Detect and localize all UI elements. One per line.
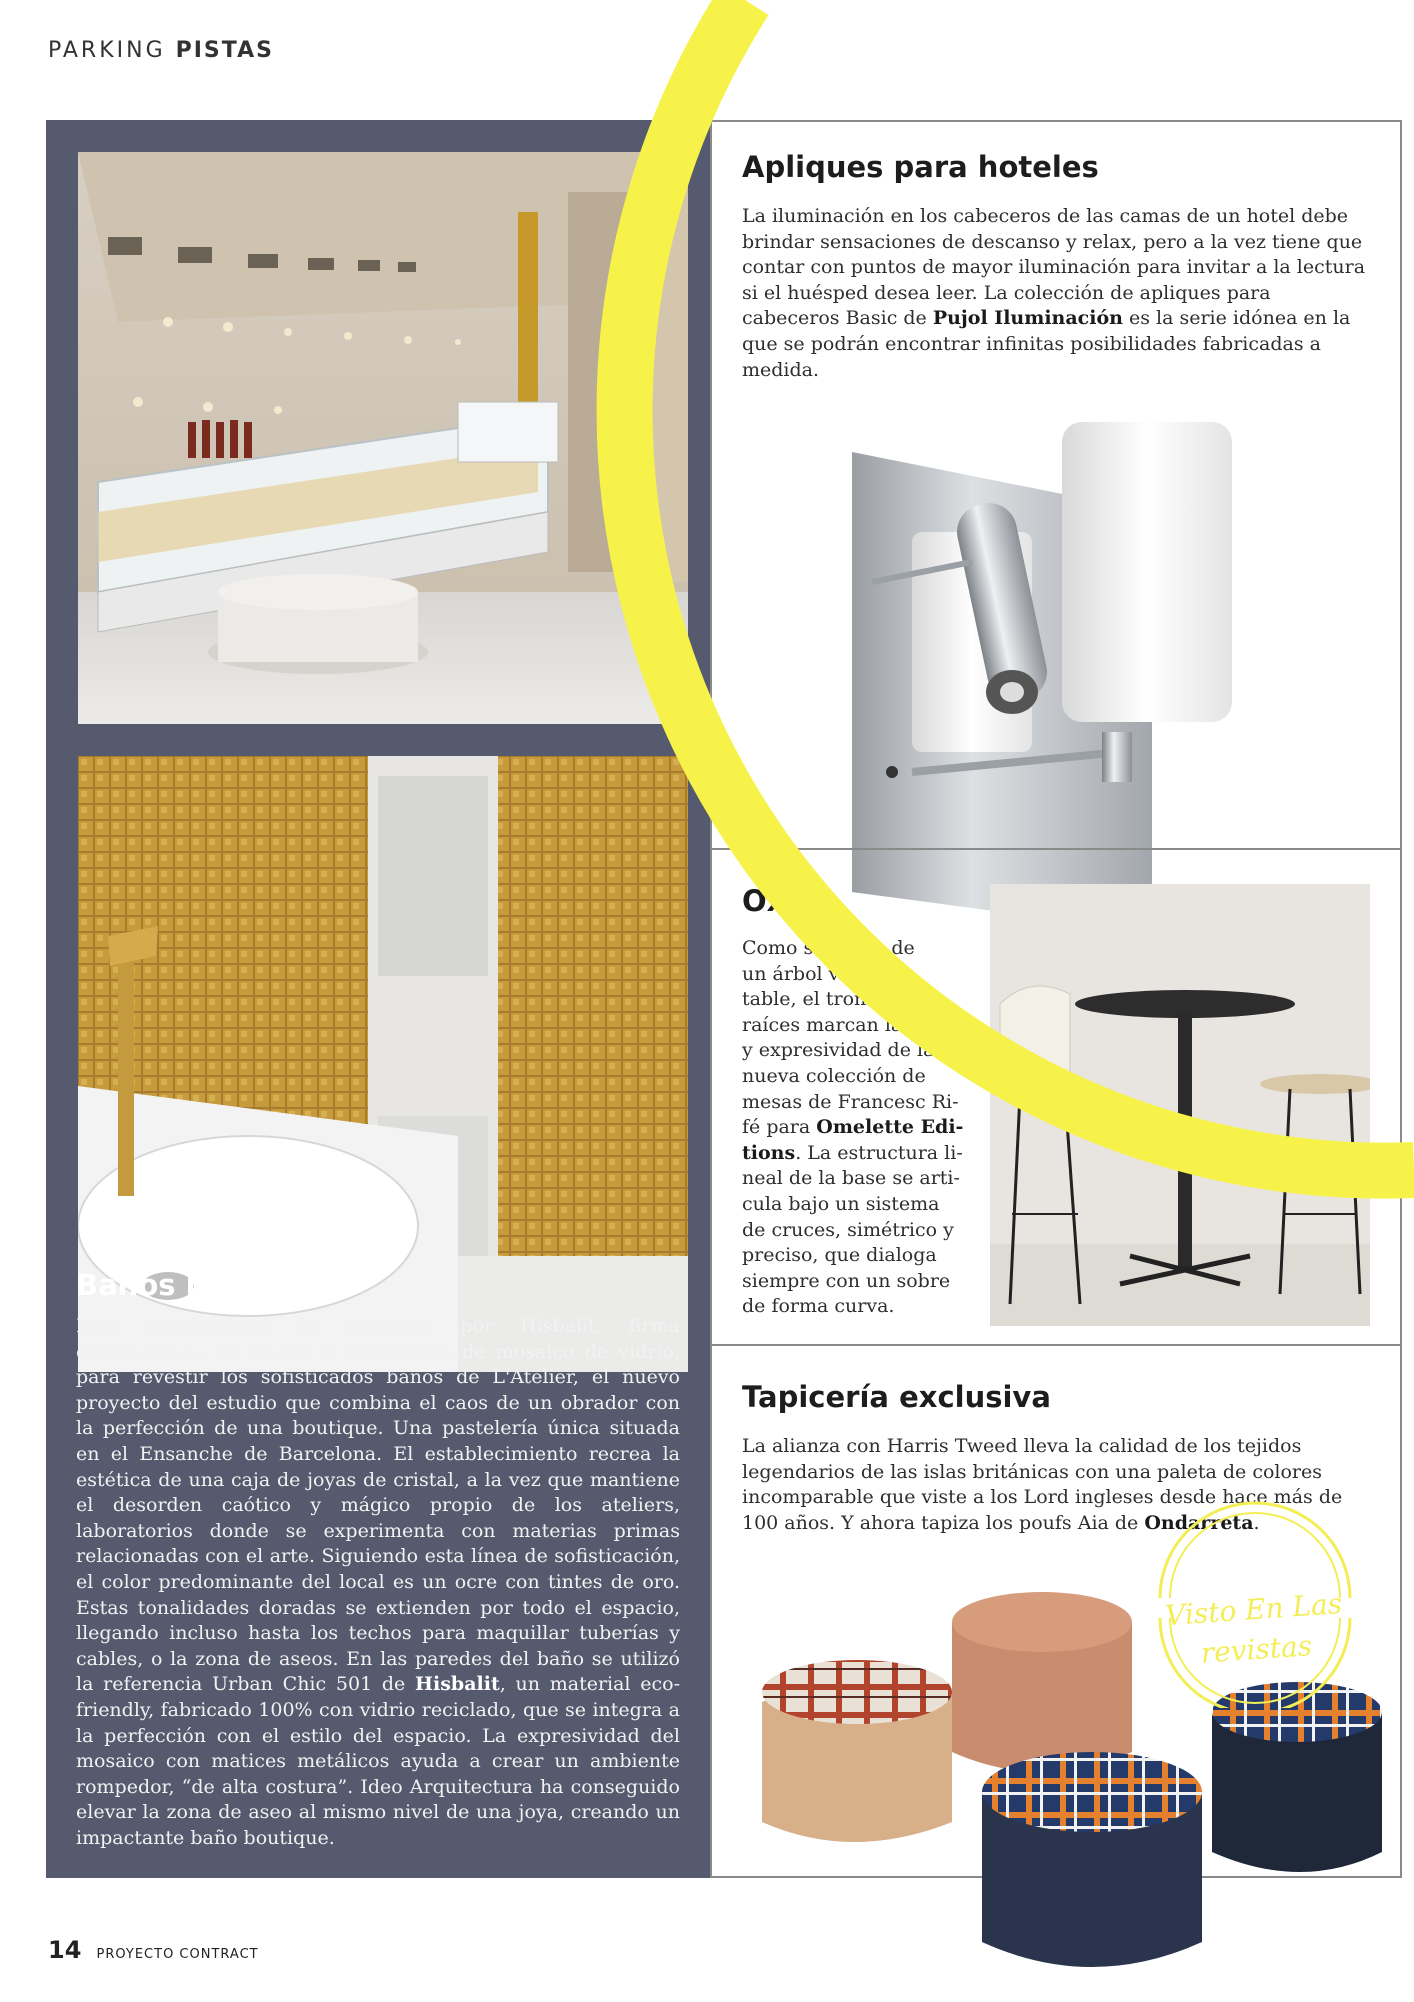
oxo-title: Ox (742, 884, 786, 918)
oxo-line: siempre con un sobre (742, 1269, 951, 1292)
oxo-line: de forma curva. (742, 1295, 895, 1318)
section-label: PARKING (48, 38, 166, 63)
stamp-line: Visto En Las (1164, 1586, 1344, 1633)
oxo-line: de cruces, simétrico y (742, 1218, 954, 1241)
oxo-line: nueva colección de (742, 1064, 926, 1087)
oxo-line: fé para (742, 1116, 817, 1139)
pastry-shop-photo (78, 152, 688, 724)
brand-omelette: tions (742, 1141, 796, 1164)
apliques-title: Apliques para hoteles (742, 150, 1099, 184)
banos-boutique-body (76, 1314, 680, 1851)
oxo-line: un árbol vig (742, 962, 858, 985)
oxo-line: raíces marcan la v (742, 1013, 920, 1036)
oxo-line: de (891, 937, 915, 959)
page-number: 14 (48, 1936, 82, 1964)
wall-lamp-photo (852, 392, 1292, 932)
body-text: . (1253, 1511, 1260, 1534)
subsection-label: PISTAS (175, 38, 274, 63)
table-photo (990, 884, 1370, 1326)
banos-boutique-title: Baños boutique (76, 1268, 332, 1302)
oxo-line: table, el tronco (742, 988, 889, 1011)
brand-pujol: Pujol Iluminación (932, 307, 1123, 330)
tapiceria-title: Tapicería exclusiva (742, 1380, 1051, 1414)
body-text: La alianza con Harris Tweed lleva la calidad de los tejidos legendarios de las islas británicas con una paleta de colores incomparable que viste a los Lord ingleses desde hace más de 100 años. Y ahora tapiza los poufs Aia de (742, 1435, 1343, 1534)
oxo-line: mesas de Francesc Ri- (742, 1090, 959, 1113)
oxo-line: y expresividad de la (742, 1039, 935, 1062)
oxo-line: . La estructura li- (795, 1141, 963, 1164)
visto-stamp-text (1147, 1583, 1362, 1677)
stamp-line: revistas (1199, 1629, 1314, 1670)
brand-hisbalit: Hisbalit (415, 1673, 500, 1696)
section-divider (712, 1344, 1400, 1346)
section-divider (712, 848, 1400, 850)
oxo-body (742, 936, 982, 1320)
apliques-body (742, 204, 1372, 383)
left-panel (46, 120, 710, 1878)
oxo-line: cula bajo un sistema (742, 1192, 940, 1215)
body-text: La iluminación en los cabeceros de las camas de un hotel debe brindar sensaciones de descanso y relax, pero a la vez tiene que contar con puntos de mayor iluminación para invitar a la lectura si el huésped desea leer. La colección de apliques para cabeceros Basic de (742, 205, 1366, 330)
page-footer (48, 1936, 259, 1964)
body-text: , un material eco-friendly, fabricado 100% con vidrio reciclado, que se integra a la perfección con el estilo del espacio. La expresividad del mosaico con matices metálicos ayuda a crear un ambiente rompedor, “de alta costura”. Ideo Arquitectura ha conseguido elevar la zona de aseo al mismo nivel de una joya, creando un impactante baño boutique. (76, 1673, 680, 1849)
page-header (48, 38, 274, 63)
oxo-line: preciso, que dialoga (742, 1244, 937, 1267)
oxo-line: Como si (742, 937, 820, 959)
body-text: Ideo Arquitectura ha apostado por Hisbalit, firma especializada en diseño y fabricación de mosaico de vidrio, para revestir los sofisticados baños de L'Atelier, el nuevo proyecto del estudio que combina el caos de un obrador con la perfección de una boutique. Una pastelería única situada en el Ensanche de Barcelona. El establecimiento recrea la estética de una caja de joyas de cristal, a la vez que mantiene el desorden caótico y mágico propio de los ateliers, laboratorios donde se experimenta con materias primas relacionadas con el arte. Siguiendo esta línea de sofisticación, el color predominante del local es un ocre con tintes de oro. Estas tonalidades doradas se extienden por todo el espacio, llegando incluso hasta los techos para maquillar tuberías y cables, o la zona de aseos. En las paredes del baño se utilizó la referencia Urban Chic 501 de (76, 1315, 680, 1696)
oxo-line: neal de la base se arti- (742, 1167, 960, 1190)
brand-ondarreta: Ondarreta (1144, 1511, 1254, 1534)
brand-omelette: Omelette Edi- (816, 1116, 964, 1139)
magazine-name: PROYECTO CONTRACT (96, 1947, 259, 1962)
body-text: es la serie idónea en la que se podrán encontrar infinitas posibilidades fabricadas a medida. (742, 307, 1351, 381)
